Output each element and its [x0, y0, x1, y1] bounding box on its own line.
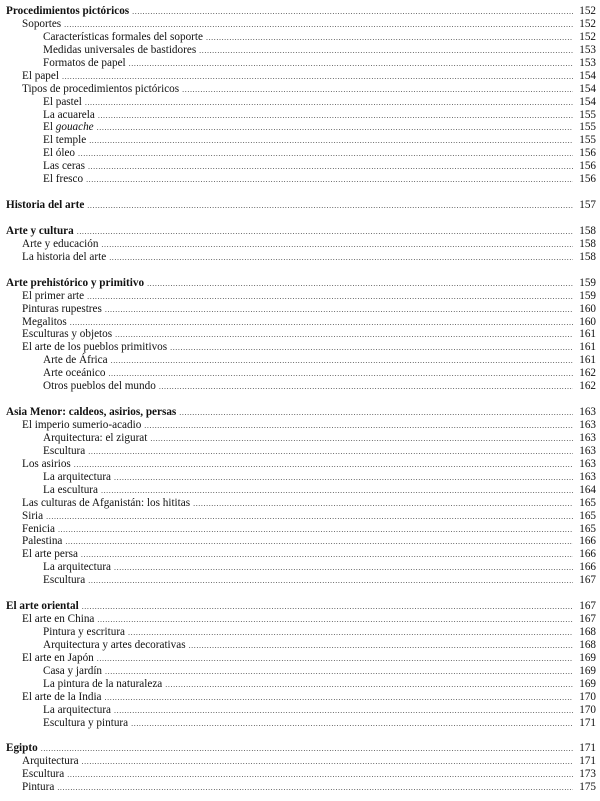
- toc-subentry[interactable]: [0, 160, 600, 173]
- entry-title-text: Megalitos: [22, 315, 67, 328]
- dot-leader: [88, 575, 573, 588]
- page-number: 173: [579, 768, 596, 781]
- dot-leader: [89, 135, 573, 148]
- entry-title: [43, 445, 85, 458]
- entry-title-text: Arte oceánico: [43, 367, 106, 380]
- toc-entry[interactable]: [0, 316, 600, 329]
- dot-leader: [87, 200, 573, 213]
- entry-title-text: Las ceras: [43, 160, 85, 173]
- page-number: 158: [579, 224, 596, 237]
- toc-subentry[interactable]: [0, 639, 600, 652]
- entry-title-text: La arquitectura: [43, 703, 112, 716]
- entry-title-text: Esculturas y objetos: [22, 328, 113, 341]
- entry-title: [43, 173, 83, 186]
- page-number: 161: [579, 341, 596, 354]
- toc-subentry[interactable]: [0, 57, 600, 70]
- dot-leader: [82, 756, 573, 769]
- entry-title-text: El arte de la India: [22, 690, 102, 703]
- toc-subentry[interactable]: [0, 367, 600, 380]
- entry-title: [43, 57, 126, 70]
- toc-entry[interactable]: [0, 341, 600, 354]
- dot-leader: [144, 420, 573, 433]
- page-number: 158: [579, 237, 596, 250]
- entry-title-text: El arte en China: [22, 613, 95, 626]
- page-number: 162: [579, 380, 596, 393]
- toc-entry[interactable]: [0, 691, 600, 704]
- section-spacer: [0, 587, 600, 600]
- entry-title: [22, 419, 141, 432]
- entry-title: [43, 574, 85, 587]
- page-number: 154: [579, 95, 596, 108]
- dot-leader: [77, 226, 573, 239]
- dot-leader: [67, 769, 573, 782]
- page-number: 166: [579, 535, 596, 548]
- page-number: 152: [579, 17, 596, 30]
- page-number: 171: [579, 742, 596, 755]
- entry-title-text: Tipos de procedimientos pictóricos: [22, 82, 180, 95]
- entry-title-text: El arte de los pueblos primitivos: [22, 341, 168, 354]
- page-number: 169: [579, 664, 596, 677]
- entry-title-text: El primer arte: [22, 289, 85, 302]
- page-number: 163: [579, 457, 596, 470]
- page-number: 155: [579, 108, 596, 121]
- dot-leader: [74, 459, 573, 472]
- entry-title: [43, 432, 147, 445]
- toc-section[interactable]: [0, 277, 600, 290]
- entry-title: [43, 134, 86, 147]
- dot-leader: [46, 511, 573, 524]
- page-number: 169: [579, 651, 596, 664]
- page-number: 157: [579, 199, 596, 212]
- page-number: 154: [579, 69, 596, 82]
- entry-title-text: Siria: [22, 509, 44, 522]
- dot-leader: [105, 692, 573, 705]
- toc-entry[interactable]: [0, 83, 600, 96]
- dot-leader: [105, 304, 573, 317]
- entry-title-text: El papel: [22, 69, 59, 82]
- entry-title: [22, 535, 62, 548]
- toc-subentry[interactable]: [0, 354, 600, 367]
- page-number: 175: [579, 781, 596, 794]
- entry-title-text: Escultura y pintura: [43, 716, 129, 729]
- entry-title-text: Pintura y escritura: [43, 626, 126, 638]
- page-number: 168: [579, 638, 596, 651]
- page-number: 160: [579, 315, 596, 328]
- toc-entry[interactable]: [0, 755, 600, 768]
- dot-leader: [114, 472, 573, 485]
- toc-subentry[interactable]: [0, 561, 600, 574]
- entry-title: [43, 626, 125, 639]
- entry-title: [6, 5, 129, 18]
- toc-subentry[interactable]: [0, 121, 600, 134]
- page-number: 159: [579, 289, 596, 302]
- page-number: 159: [579, 276, 596, 289]
- entry-title-text: La pintura de la naturaleza: [43, 677, 163, 690]
- entry-title-text: Los asirios: [22, 457, 71, 470]
- entry-title: [22, 251, 106, 264]
- page-number: 166: [579, 548, 596, 561]
- page-number: 160: [579, 302, 596, 315]
- dot-leader: [115, 329, 573, 342]
- entry-title-text: Arte de África: [43, 354, 108, 367]
- dot-leader: [170, 342, 573, 355]
- dot-leader: [189, 640, 573, 653]
- entry-title: [22, 70, 59, 83]
- entry-title-text: Escultura: [22, 768, 65, 781]
- section-spacer: [0, 212, 600, 225]
- entry-title-text: Medidas universales de bastidores: [43, 43, 197, 56]
- dot-leader: [206, 32, 573, 45]
- page-number: 170: [579, 703, 596, 716]
- page-number: 163: [579, 431, 596, 444]
- dot-leader: [65, 536, 573, 549]
- entry-title-text: El: [43, 121, 53, 134]
- toc-section[interactable]: [0, 742, 600, 755]
- dot-leader: [41, 743, 573, 756]
- page-number: 171: [579, 755, 596, 768]
- entry-title: [43, 354, 108, 367]
- dot-leader: [165, 679, 573, 692]
- entry-title: [43, 665, 102, 678]
- toc-subentry[interactable]: [0, 134, 600, 147]
- page-number: 163: [579, 444, 596, 457]
- entry-title-text: El arte en Japón: [22, 651, 94, 664]
- toc-subentry[interactable]: [0, 432, 600, 445]
- dot-leader: [97, 614, 573, 627]
- toc-subentry[interactable]: [0, 31, 600, 44]
- toc-subentry[interactable]: [0, 44, 600, 57]
- entry-title: [22, 523, 55, 536]
- entry-title: [6, 600, 79, 613]
- page-number: 156: [579, 160, 596, 173]
- page-number: 155: [579, 134, 596, 147]
- entry-title: [22, 497, 190, 510]
- dot-leader: [114, 705, 573, 718]
- entry-title: [43, 639, 186, 652]
- entry-title: [43, 471, 111, 484]
- toc-subentry[interactable]: [0, 665, 600, 678]
- entry-title: [43, 121, 94, 134]
- page-number: 162: [579, 367, 596, 380]
- section-spacer: [0, 730, 600, 743]
- toc-subentry[interactable]: [0, 574, 600, 587]
- toc-entry[interactable]: [0, 419, 600, 432]
- dot-leader: [98, 110, 573, 123]
- entry-title: [43, 109, 95, 122]
- dot-leader: [128, 627, 573, 640]
- toc-subentry[interactable]: [0, 109, 600, 122]
- entry-title: [22, 328, 112, 341]
- toc-section[interactable]: [0, 5, 600, 18]
- dot-leader: [88, 446, 573, 459]
- entry-title-text: Soportes: [22, 17, 62, 30]
- toc-subentry[interactable]: [0, 704, 600, 717]
- dot-leader: [81, 549, 573, 562]
- entry-title-text: El arte persa: [22, 548, 78, 561]
- dot-leader: [109, 252, 573, 265]
- entry-title-text: La arquitectura: [43, 561, 112, 574]
- entry-title-text: Escultura: [43, 444, 86, 457]
- dot-leader: [57, 782, 573, 795]
- entry-title: [22, 755, 79, 768]
- section-spacer: [0, 393, 600, 406]
- entry-title-text: Pinturas rupestres: [22, 302, 102, 315]
- dot-leader: [97, 122, 573, 135]
- dot-leader: [150, 433, 573, 446]
- page-number: 164: [579, 483, 596, 496]
- entry-title: [22, 691, 102, 704]
- entry-title: [22, 303, 102, 316]
- toc-entry[interactable]: [0, 652, 600, 665]
- page-number: 171: [579, 716, 596, 729]
- entry-title-text: Formatos de papel: [43, 56, 126, 69]
- page-number: 156: [579, 173, 596, 186]
- dot-leader: [199, 45, 573, 58]
- entry-title: [22, 316, 67, 329]
- entry-title: [22, 510, 43, 523]
- entry-title: [22, 18, 61, 31]
- toc-entry[interactable]: [0, 251, 600, 264]
- entry-title: [43, 160, 85, 173]
- page-number: 167: [579, 574, 596, 587]
- entry-title-text: La acuarela: [43, 108, 95, 121]
- entry-title: [6, 406, 176, 419]
- page-number: 163: [579, 470, 596, 483]
- dot-leader: [147, 278, 573, 291]
- dot-leader: [105, 666, 573, 679]
- entry-title-text: Arquitectura: el zigurat: [43, 431, 148, 444]
- toc-entry[interactable]: [0, 613, 600, 626]
- toc-entry[interactable]: [0, 510, 600, 523]
- page-number: 163: [579, 419, 596, 431]
- entry-title-text: Casa y jardín: [43, 664, 103, 677]
- toc-entry[interactable]: [0, 18, 600, 31]
- dot-leader: [97, 653, 573, 666]
- dot-leader: [58, 524, 573, 537]
- entry-title-text: Procedimientos pictóricos: [6, 5, 130, 17]
- entry-title-text: El arte oriental: [6, 600, 79, 613]
- dot-leader: [82, 601, 573, 614]
- dot-leader: [108, 368, 573, 381]
- page-number: 153: [579, 56, 596, 69]
- entry-title: [22, 458, 71, 471]
- page-number: 161: [579, 328, 596, 341]
- entry-title: [22, 238, 98, 251]
- entry-title: [43, 96, 82, 109]
- entry-title-text: El imperio sumerio-acadio: [22, 419, 142, 431]
- entry-title-text: Arquitectura: [22, 755, 79, 768]
- entry-title-text: Fenicia: [22, 522, 55, 535]
- entry-title-text: Arte y educación: [22, 237, 99, 250]
- toc-entry[interactable]: [0, 328, 600, 341]
- section-spacer: [0, 186, 600, 199]
- page-number: 163: [579, 406, 596, 419]
- entry-title: [22, 652, 94, 665]
- entry-title: [22, 768, 64, 781]
- dot-leader: [86, 174, 573, 187]
- entry-title: [22, 290, 84, 303]
- entry-title: [22, 548, 78, 561]
- entry-title-text: Escultura: [43, 574, 86, 587]
- entry-title: [43, 704, 111, 717]
- entry-title-text: Arquitectura y artes decorativas: [43, 638, 186, 651]
- toc-subentry[interactable]: [0, 147, 600, 160]
- entry-title-text: Egipto: [6, 742, 38, 755]
- entry-title: [6, 225, 74, 238]
- page-number: 153: [579, 43, 596, 56]
- dot-leader: [182, 84, 573, 97]
- toc-entry[interactable]: [0, 290, 600, 303]
- entry-title-text: Pintura: [22, 781, 55, 794]
- toc-entry[interactable]: [0, 70, 600, 83]
- page-number: 169: [579, 677, 596, 690]
- entry-title: [43, 717, 128, 730]
- toc-entry[interactable]: [0, 303, 600, 316]
- entry-title-text: Historia del arte: [6, 199, 85, 212]
- section-spacer: [0, 264, 600, 277]
- entry-title: [43, 31, 203, 44]
- dot-leader: [88, 161, 573, 174]
- toc-subentry[interactable]: [0, 96, 600, 109]
- entry-title-text: Palestina: [22, 535, 63, 548]
- toc-entry[interactable]: [0, 458, 600, 471]
- toc-entry[interactable]: [0, 523, 600, 536]
- toc-entry[interactable]: [0, 497, 600, 510]
- dot-leader: [129, 58, 573, 71]
- page-number: 156: [579, 147, 596, 160]
- page-number: 168: [579, 626, 596, 638]
- dot-leader: [87, 291, 573, 304]
- dot-leader: [132, 6, 573, 19]
- toc-subentry[interactable]: [0, 717, 600, 730]
- page-number: 166: [579, 561, 596, 574]
- toc-entry[interactable]: [0, 548, 600, 561]
- toc-entry[interactable]: [0, 768, 600, 781]
- page-number: 165: [579, 509, 596, 522]
- toc-subentry[interactable]: [0, 173, 600, 186]
- dot-leader: [85, 97, 573, 110]
- entry-title-text: Arte y cultura: [6, 224, 74, 237]
- entry-title-text: La arquitectura: [43, 470, 112, 483]
- entry-title-text: El temple: [43, 134, 87, 147]
- dot-leader: [70, 317, 573, 330]
- toc-subentry[interactable]: [0, 445, 600, 458]
- page-number: 167: [579, 613, 596, 626]
- entry-title: [43, 367, 105, 380]
- entry-title: [6, 277, 144, 290]
- entry-title: [43, 44, 196, 57]
- entry-title: [22, 83, 179, 96]
- entry-title-text: Asia Menor: caldeos, asirios, persas: [6, 406, 177, 419]
- entry-title: [6, 742, 38, 755]
- entry-title: [6, 199, 84, 212]
- toc-section[interactable]: [0, 199, 600, 212]
- toc-subentry[interactable]: [0, 471, 600, 484]
- toc-section[interactable]: [0, 600, 600, 613]
- page-number: 161: [579, 354, 596, 367]
- toc-entry[interactable]: [0, 781, 600, 794]
- entry-title-text: Las culturas de Afganistán: los hititas: [22, 496, 191, 509]
- page-number: 155: [579, 121, 596, 134]
- page-number: 170: [579, 690, 596, 703]
- page-number: 158: [579, 250, 596, 263]
- dot-leader: [193, 498, 573, 511]
- page-number: 152: [579, 5, 596, 17]
- entry-title: [43, 484, 98, 497]
- page-number: 165: [579, 522, 596, 535]
- entry-title: [43, 678, 162, 691]
- dot-leader: [111, 355, 573, 368]
- entry-title-italic: gouache: [55, 121, 94, 134]
- toc-subentry[interactable]: [0, 380, 600, 393]
- dot-leader: [159, 381, 573, 394]
- entry-title-text: Características formales del soporte: [43, 30, 203, 43]
- table-of-contents: [0, 5, 600, 794]
- dot-leader: [114, 562, 573, 575]
- entry-title-text: Otros pueblos del mundo: [43, 380, 156, 393]
- entry-title-text: La historia del arte: [22, 250, 107, 263]
- entry-title: [43, 561, 111, 574]
- entry-title-text: El pastel: [43, 95, 82, 108]
- entry-title-text: La escultura: [43, 483, 98, 496]
- toc-subentry[interactable]: [0, 626, 600, 639]
- toc-section[interactable]: [0, 406, 600, 419]
- entry-title: [43, 380, 156, 393]
- dot-leader: [179, 407, 573, 420]
- dot-leader: [78, 148, 573, 161]
- entry-title: [22, 341, 167, 354]
- entry-title: [22, 781, 54, 794]
- toc-entry[interactable]: [0, 238, 600, 251]
- page-number: 154: [579, 82, 596, 95]
- toc-subentry[interactable]: [0, 678, 600, 691]
- entry-title-text: El óleo: [43, 147, 76, 160]
- entry-title-text: Arte prehistórico y primitivo: [6, 276, 145, 289]
- page-number: 167: [579, 600, 596, 613]
- dot-leader: [131, 718, 573, 731]
- toc-section[interactable]: [0, 225, 600, 238]
- entry-title: [22, 613, 94, 626]
- entry-title-text: El fresco: [43, 173, 84, 186]
- page-number: 165: [579, 496, 596, 509]
- page-number: 152: [579, 30, 596, 43]
- entry-title: [43, 147, 75, 160]
- dot-leader: [101, 239, 573, 252]
- toc-entry[interactable]: [0, 535, 600, 548]
- toc-subentry[interactable]: [0, 484, 600, 497]
